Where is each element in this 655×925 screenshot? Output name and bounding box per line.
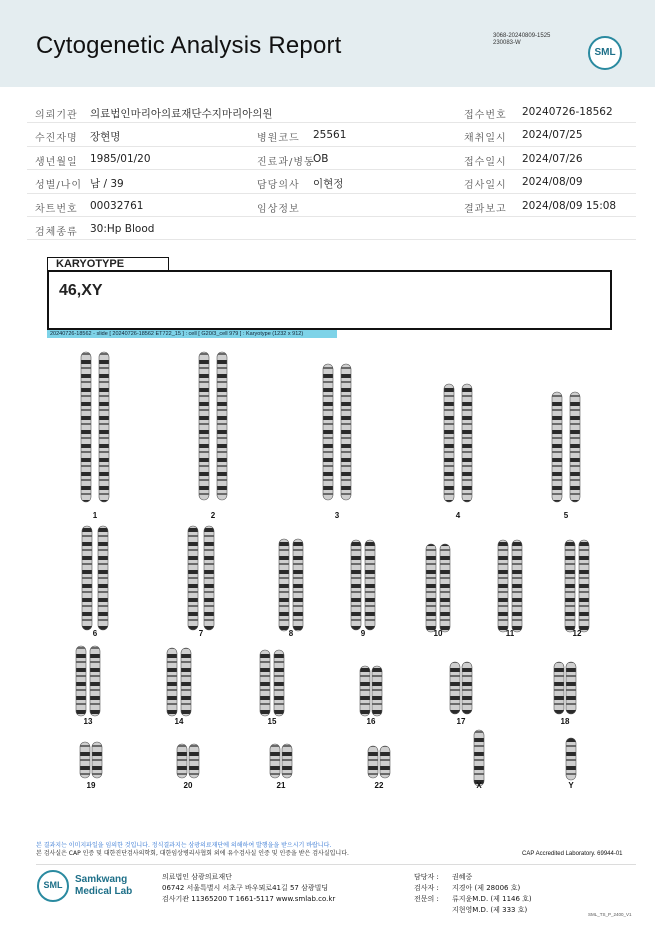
patient-label: 수진자명 [35, 133, 78, 145]
collect-date-value: 2024/07/25 [522, 129, 583, 142]
chromosome-16-2 [372, 666, 382, 716]
hospital-code-value: 25561 [313, 129, 347, 142]
chromosome-label-10: 10 [433, 629, 443, 638]
chromosome-20-2 [189, 744, 199, 778]
chromosome-12-1 [565, 540, 575, 632]
chromosome-label-X: X [476, 781, 482, 790]
chromosome-1-2 [99, 352, 109, 502]
sml-logo-text: SML [594, 47, 616, 58]
cap-accreditation: CAP Accredited Laboratory. 69944-01 [522, 851, 623, 857]
chromosome-11-2 [512, 540, 522, 632]
staff1-value: 권혜중 [452, 873, 473, 881]
org-name [75, 874, 132, 898]
chromosome-10-1 [426, 544, 436, 632]
chromosome-7-2 [204, 526, 214, 630]
addr-line1: 의료법인 삼광의료재단 [162, 873, 232, 881]
org-name-line1: Samkwang [75, 874, 128, 885]
cell-info-bar: 20240726-18562 - slide [ 20240726-18562 ET722_15 ] : cell [ G20/3_cell 979 ] : Karyotype (1232 x 912) [47, 330, 337, 338]
chromosome-label-6: 6 [92, 629, 98, 638]
chromosome-12-2 [579, 540, 589, 632]
test-date-label: 검사일시 [464, 180, 507, 192]
chromosome-4-1 [444, 384, 454, 502]
chromosome-label-1: 1 [92, 511, 98, 520]
sex-age-label: 성별/나이 [35, 180, 83, 192]
chromosome-13-1 [76, 646, 86, 716]
chromosome-16-1 [360, 666, 370, 716]
chromosome-21-2 [282, 744, 292, 778]
info-row [27, 123, 636, 146]
dob-value: 1985/01/20 [90, 152, 151, 165]
notice-line-2: 본 검사실은 CAP 인증 및 대한진단검사의학회, 대한임상병리사협회 외에 유수검사실 인증 및 인증을 받은 검사실입니다. [36, 850, 349, 857]
addr-line3: 검사기관 11365200 T 1661-5117 www.smlab.co.kr [162, 895, 336, 903]
footer-divider [36, 864, 636, 865]
chromosome-label-8: 8 [288, 629, 294, 638]
chromosome-19-2 [92, 742, 102, 778]
form-code: SML_TS_P_2400_V1 [588, 912, 632, 917]
doctor-value: 이현정 [313, 178, 344, 191]
staff1-label: 담당자 : [414, 873, 439, 881]
clinical-label: 임상정보 [257, 203, 300, 215]
chromosome-2-1 [199, 352, 209, 500]
patient-info-table [27, 100, 636, 240]
chromosome-label-2: 2 [210, 511, 216, 520]
receipt-no-label: 접수번호 [464, 110, 507, 121]
staff3-label: 전문의 : [414, 895, 439, 903]
chromosome-label-12: 12 [572, 629, 582, 638]
chromosome-label-17: 17 [456, 717, 466, 726]
chromosome-8-1 [279, 539, 289, 631]
chromosome-3-1 [323, 364, 333, 500]
sml-footer-logo-text: SML [43, 880, 63, 890]
chromosome-20-1 [177, 744, 187, 778]
report-date-label: 결과보고 [464, 203, 507, 215]
chromosome-6-1 [82, 526, 92, 630]
staff2-value: 지경아 (제 28006 호) [452, 884, 521, 892]
chromosome-label-7: 7 [198, 629, 204, 638]
chromosome-10-2 [440, 544, 450, 632]
chromosome-label-11: 11 [505, 629, 515, 638]
footer-notice [36, 842, 349, 858]
hospital-code-label: 병원코드 [257, 133, 300, 145]
doctor-label: 담당의사 [257, 180, 300, 192]
chromosome-label-15: 15 [267, 717, 277, 726]
report-id-line2: 230083-W [493, 40, 521, 46]
chromosome-18-1 [554, 662, 564, 714]
institution-value: 의료법인마리아의료재단수지마리아의원 [90, 108, 273, 120]
staff-list [414, 872, 532, 916]
chromosome-9-2 [365, 540, 375, 630]
chromosome-label-Y: Y [568, 781, 574, 790]
report-header [0, 0, 655, 87]
dept-label: 진료과/병동 [257, 156, 315, 168]
specimen-value: 30:Hp Blood [90, 222, 155, 235]
chromosome-6-2 [98, 526, 108, 630]
receipt-date-value: 2024/07/26 [522, 152, 583, 165]
report-title: Cytogenetic Analysis Report [36, 32, 342, 59]
chromosome-11-1 [498, 540, 508, 632]
collect-date-label: 채취일시 [464, 133, 507, 145]
addr-line2: 06742 서울특별시 서초구 바우뫼로41길 57 삼광빌딩 [162, 884, 329, 892]
info-row [27, 147, 636, 170]
chromosome-21-1 [270, 744, 280, 778]
info-row [27, 100, 636, 123]
chromosome-label-19: 19 [86, 781, 96, 790]
chromosome-1-1 [81, 352, 91, 502]
chromosome-label-9: 9 [360, 629, 366, 638]
chromosome-15-1 [260, 650, 270, 716]
chromosome-label-14: 14 [174, 717, 184, 726]
chromosome-label-13: 13 [83, 717, 93, 726]
chromosome-label-21: 21 [276, 781, 286, 790]
karyotype-result-box [47, 270, 612, 330]
chart-no-label: 차트번호 [35, 203, 78, 215]
chromosome-14-1 [167, 648, 177, 716]
chromosome-3-2 [341, 364, 351, 500]
chromosome-label-20: 20 [183, 781, 193, 790]
staff4-value: 지현영M.D. (제 333 호) [452, 906, 528, 914]
chromosome-label-16: 16 [366, 717, 376, 726]
karyotype-value: 46,XY [59, 282, 103, 299]
institution-label: 의뢰기관 [35, 110, 78, 121]
chromosome-13-2 [90, 646, 100, 716]
chromosome-8-2 [293, 539, 303, 631]
chromosome-15-2 [274, 650, 284, 716]
patient-value: 장현명 [90, 131, 121, 144]
dept-value: OB [313, 152, 329, 165]
chromosome-5-2 [570, 392, 580, 502]
chromosome-22-2 [380, 746, 390, 778]
chromosome-7-1 [188, 526, 198, 630]
info-row [27, 170, 636, 193]
chromosome-label-18: 18 [560, 717, 570, 726]
receipt-date-label: 접수일시 [464, 156, 507, 168]
test-date-value: 2024/08/09 [522, 176, 583, 189]
sml-logo-icon [588, 36, 622, 70]
chromosome-label-5: 5 [563, 511, 569, 520]
chromosome-5-1 [552, 392, 562, 502]
chart-no-value: 00032761 [90, 199, 144, 212]
chromosome-2-2 [217, 352, 227, 500]
chromosome-17-1 [450, 662, 460, 714]
chromosome-label-22: 22 [374, 781, 384, 790]
org-name-line2: Medical Lab [75, 886, 133, 897]
report-date-value: 2024/08/09 15:08 [522, 199, 617, 212]
report-ids [493, 33, 550, 47]
chromosome-18-2 [566, 662, 576, 714]
staff3-value: 류지윤M.D. (제 1146 호) [452, 895, 532, 903]
report-id-line1: 3068-20240809-1525 [493, 33, 551, 39]
specimen-label: 검체종류 [35, 226, 78, 238]
receipt-no-value: 20240726-18562 [522, 106, 613, 118]
karyogram-image [40, 344, 620, 814]
sex-age-value: 남 / 39 [90, 178, 124, 191]
chromosome-X-1 [474, 730, 484, 786]
staff2-label: 검사자 : [414, 884, 439, 892]
karyotype-heading: KARYOTYPE [47, 257, 169, 271]
chromosome-Y-1 [566, 738, 576, 780]
dob-label: 생년월일 [35, 156, 78, 168]
notice-line-1: 본 결과지는 이미지파일을 임의한 것입니다. 정식결과지는 삼광의료재단에 의해하여 발행을을 받으시기 바랍니다. [36, 842, 332, 849]
sml-footer-logo-icon [37, 870, 69, 902]
lab-address [162, 872, 335, 905]
chromosome-label-3: 3 [334, 511, 340, 520]
chromosome-9-1 [351, 540, 361, 630]
chromosome-22-1 [368, 746, 378, 778]
chromosome-17-2 [462, 662, 472, 714]
info-row [27, 194, 636, 217]
chromosome-4-2 [462, 384, 472, 502]
info-row [27, 217, 636, 240]
chromosome-19-1 [80, 742, 90, 778]
chromosome-label-4: 4 [455, 511, 461, 520]
chromosome-14-2 [181, 648, 191, 716]
